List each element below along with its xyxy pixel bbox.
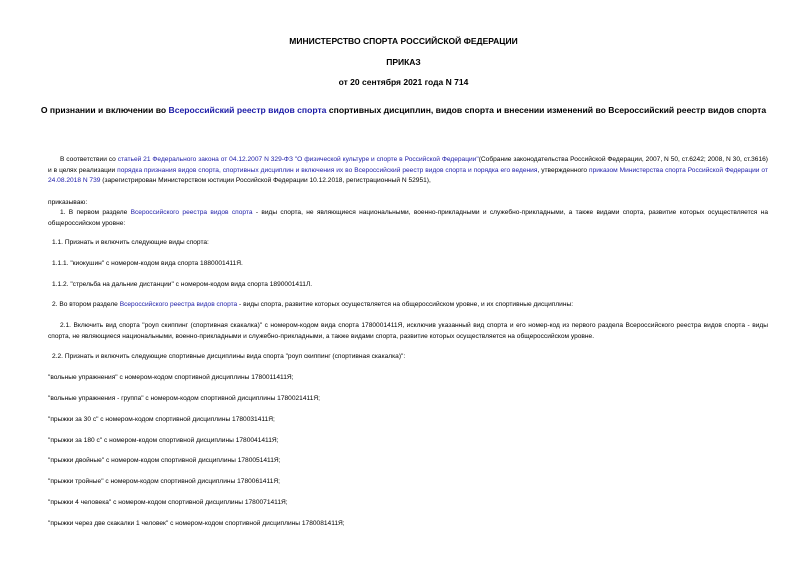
discipline-item: "прыжки тройные" с номером-кодом спортивной дисциплины 1780061411Я; (48, 478, 280, 485)
doc-date-heading: от 20 сентября 2021 года N 714 (338, 77, 469, 87)
preamble-text-1: В соответствии со (60, 156, 118, 163)
discipline-item: "вольные упражнения" с номером-кодом спортивной дисциплины 1780011411Я; (48, 374, 294, 381)
preamble-text-2: (Собрание законодательства Российской Федерации, 2007, N 50, ст.6242; 2008, N 30, ст.3616) и в целях реализации (48, 156, 768, 174)
preamble-paragraph (48, 155, 768, 187)
title-text-after: спортивных дисциплин, видов спорта и внесении изменений во Всероссийский реестр видов спорта (326, 105, 767, 115)
paragraph-2-text-1: 2. Во втором разделе (52, 301, 120, 308)
paragraph-1-text-1: 1. В первом разделе (60, 209, 131, 216)
registry-procedure-link[interactable]: порядка признания видов спорта, спортивных дисциплин и включения их во Всероссийский реестр видов спорта и порядка его ведения (117, 166, 538, 174)
paragraph-2-2: 2.2. Признать и включить следующие спортивные дисциплины вида спорта "роуп скиппинг (спортивная скакалка)": (52, 353, 406, 360)
title-text-before: О признании и включении во (40, 105, 169, 115)
title-registry-link[interactable]: Всероссийский реестр видов спорта (168, 105, 327, 115)
federal-law-link[interactable]: статьей 21 Федерального закона от 04.12.2007 N 329-ФЗ "О физической культуре и спорте в Российской Федерации" (117, 156, 479, 163)
order-word: приказываю: (48, 199, 88, 206)
discipline-item: "прыжки за 30 с" с номером-кодом спортивной дисциплины 1780031411Я; (48, 416, 275, 423)
paragraph-2-1: 2.1. Включить вид спорта "роуп скиппинг (спортивная скакалка)" с номером-кодом вида спорта 1780001411Я, исключив указанный вид спорта и его номер-код из первого раздела Всероссийского реестра видов спорта - виды спорта, не являющиеся национальными, военно-прикладными и служебно-прикладными, а также видами спорта, развитие которых осуществляется на общероссийском уровне. (48, 322, 768, 340)
paragraph-1-1-2: 1.1.2. "стрельба на дальние дистанции" с номером-кодом вида спорта 1890001411Л. (52, 281, 313, 288)
discipline-item: "вольные упражнения - группа" с номером-кодом спортивной дисциплины 1780021411Я; (48, 395, 320, 402)
paragraph-2-text-2: - виды спорта, развитие которых осуществляется на общероссийском уровне, и их спортивные дисциплины: (237, 301, 574, 308)
discipline-item: "прыжки 4 человека" с номером-кодом спортивной дисциплины 1780071411Я; (48, 499, 288, 506)
paragraph-2-registry-link[interactable]: Всероссийского реестра видов спорта (119, 301, 238, 308)
document-title (40, 104, 767, 117)
paragraph-1-text-2: - виды спорта, не являющиеся национальными, военно-прикладными и служебно-прикладными, а также видами спорта, развитие которых осуществляется на общероссийском уровне: (48, 209, 768, 227)
preamble-text-3: , утвержденного (537, 166, 590, 174)
discipline-item: "прыжки через две скакалки 1 человек" с номером-кодом спортивной дисциплины 1780081411Я; (48, 520, 345, 527)
discipline-item: "прыжки двойные" с номером-кодом спортивной дисциплины 1780051411Я; (48, 457, 281, 464)
paragraph-1-1-1: 1.1.1. "киокушин" с номером-кодом вида спорта 1880001411Я. (52, 260, 243, 267)
discipline-item: "прыжки за 180 с" с номером-кодом спортивной дисциплины 1780041411Я; (48, 437, 279, 444)
doc-type-heading: ПРИКАЗ (386, 57, 421, 67)
paragraph-1-registry-link[interactable]: Всероссийского реестра видов спорта (130, 209, 253, 216)
preamble-text-4: (зарегистрирован Министерством юстиции Российской Федерации 10.12.2018, регистрационный N 52951), (100, 177, 431, 184)
paragraph-1-1: 1.1. Признать и включить следующие виды спорта: (52, 239, 209, 246)
paragraph-2 (52, 300, 767, 311)
ministry-heading: МИНИСТЕРСТВО СПОРТА РОССИЙСКОЙ ФЕДЕРАЦИИ (289, 36, 518, 46)
ministry-order-link[interactable]: приказом Министерства спорта Российской Федерации от 24.08.2018 N 739 (48, 166, 768, 184)
paragraph-1 (48, 208, 768, 229)
